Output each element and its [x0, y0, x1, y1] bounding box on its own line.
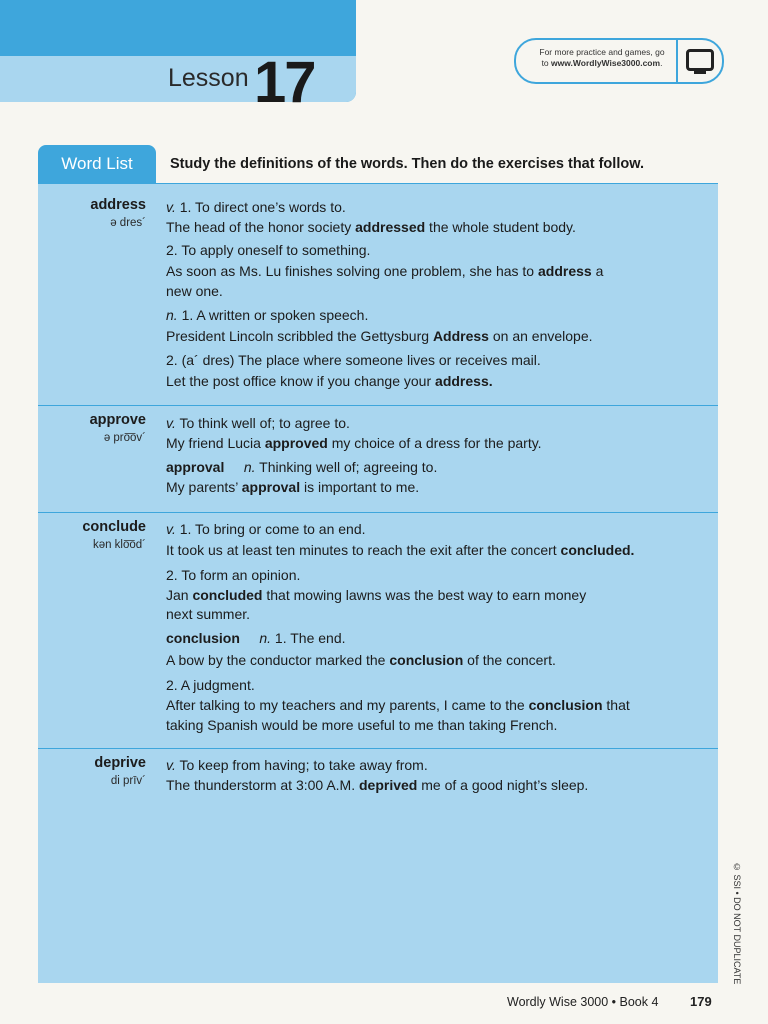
promo-divider — [676, 40, 678, 82]
line-text: me of a good night’s sleep. — [417, 777, 589, 793]
line-text: As soon as Ms. Lu finishes solving one problem, she has to — [166, 263, 538, 279]
word-entry-approve — [38, 405, 718, 512]
promo-url[interactable]: www.WordlyWise3000.com — [551, 58, 661, 68]
line-text: My parents’ — [166, 479, 242, 495]
line-text: that mowing lawns was the best way to earn money — [262, 587, 587, 603]
vocab-word: deprived — [359, 777, 418, 793]
promo-text: For more practice and games, go to www.WordlyWise3000.com. — [539, 47, 665, 68]
definition-line — [166, 697, 630, 713]
line-text: President Lincoln scribbled the Gettysburg — [166, 328, 433, 344]
line-text: 1. A written or spoken speech. — [177, 307, 369, 323]
line-text: 2. To apply oneself to something. — [166, 242, 371, 258]
part-of-speech: n. — [259, 630, 272, 646]
definition-line — [166, 567, 300, 583]
pronunciation: ə dres´ — [110, 217, 146, 229]
part-of-speech: n. — [243, 459, 256, 475]
line-text: 1. To direct one’s words to. — [175, 199, 346, 215]
vocab-word: concluded. — [560, 542, 635, 558]
line-text: A bow by the conductor marked the — [166, 652, 390, 668]
definition-line — [166, 542, 634, 558]
definition-line — [166, 373, 493, 389]
definition-line — [166, 415, 350, 431]
vocab-word: Address — [432, 328, 489, 344]
definition-line — [166, 652, 556, 668]
definition-line — [166, 521, 366, 537]
line-text: my choice of a dress for the party. — [327, 435, 542, 451]
word-list-instructions: Study the definitions of the words. Then do the exercises that follow. — [170, 156, 644, 172]
pronunciation: ə pro͞ov´ — [103, 432, 146, 444]
definition-line — [166, 606, 250, 622]
line-text: It took us at least ten minutes to reach the exit after the concert — [166, 542, 561, 558]
spacer — [224, 459, 243, 475]
line-text: Jan — [166, 587, 193, 603]
line-text: 2. To form an opinion. — [166, 567, 301, 583]
word-list-tab: Word List — [38, 145, 156, 183]
line-text: on an envelope. — [488, 328, 593, 344]
header-rule — [38, 183, 718, 184]
vocab-word: approval — [241, 479, 301, 495]
definition-line — [166, 283, 223, 299]
definition-line — [166, 352, 541, 368]
vocab-word: address — [537, 263, 592, 279]
line-text: To keep from having; to take away from. — [175, 757, 428, 773]
headword: deprive — [94, 755, 146, 771]
part-of-speech: v. — [166, 757, 176, 773]
practice-promo[interactable] — [514, 38, 724, 84]
part-of-speech: v. — [166, 199, 176, 215]
vocab-word: approved — [264, 435, 328, 451]
line-text: The head of the honor society — [166, 219, 356, 235]
vocab-word: approval — [166, 459, 225, 475]
definition-line — [166, 587, 586, 603]
line-text: 1. To bring or come to an end. — [175, 521, 366, 537]
headword: approve — [89, 412, 146, 428]
part-of-speech: v. — [166, 415, 176, 431]
vocab-word: conclusion — [166, 630, 240, 646]
line-text: To think well of; to agree to. — [175, 415, 350, 431]
pronunciation: di prīv´ — [110, 775, 146, 787]
entry-separator — [38, 405, 718, 406]
lesson-number: 17 — [254, 50, 315, 115]
vocab-word: conclusion — [389, 652, 464, 668]
computer-icon — [686, 49, 714, 71]
line-text: next summer. — [166, 606, 251, 622]
line-text: is important to me. — [300, 479, 420, 495]
line-text: a — [591, 263, 604, 279]
lesson-label: Lesson — [168, 64, 249, 92]
line-text: that — [602, 697, 630, 713]
definition-line — [166, 199, 346, 215]
vocab-word: concluded — [192, 587, 263, 603]
definition-line — [166, 479, 419, 495]
definition-line — [166, 328, 593, 344]
vocab-word: conclusion — [528, 697, 603, 713]
line-text: Let the post office know if you change your — [166, 373, 436, 389]
line-text: The thunderstorm at 3:00 A.M. — [166, 777, 359, 793]
line-text: new one. — [166, 283, 223, 299]
copyright-note: © SSI • DO NOT DUPLICATE — [732, 862, 742, 985]
definition-line — [166, 677, 255, 693]
part-of-speech: v. — [166, 521, 176, 537]
line-text: 1. The end. — [271, 630, 346, 646]
vocab-word: address. — [435, 373, 493, 389]
headword: address — [90, 197, 146, 213]
definition-line — [166, 777, 588, 793]
word-entry-address — [38, 190, 718, 405]
definition-line — [166, 219, 576, 235]
footer-book-title: Wordly Wise 3000 • Book 4 — [507, 995, 659, 1009]
word-entry-conclude — [38, 512, 718, 748]
line-text: 2. A judgment. — [166, 677, 255, 693]
definition-line — [166, 717, 557, 733]
definition-line — [166, 242, 370, 258]
definition-line — [166, 757, 428, 773]
headword: conclude — [82, 519, 146, 535]
part-of-speech: n. — [166, 307, 178, 323]
line-text: After talking to my teachers and my parents, I came to the — [166, 697, 529, 713]
definition-line — [166, 307, 368, 323]
spacer — [240, 630, 259, 646]
vocab-word: addressed — [355, 219, 426, 235]
line-text: 2. (a´ dres) The place where someone lives or receives mail. — [166, 352, 541, 368]
entry-separator — [38, 512, 718, 513]
pronunciation: kən klo͞od´ — [92, 539, 146, 551]
definition-line — [166, 435, 542, 451]
line-text: taking Spanish would be more useful to me than taking French. — [166, 717, 558, 733]
line-text: My friend Lucia — [166, 435, 265, 451]
line-text: the whole student body. — [425, 219, 576, 235]
definition-line — [166, 630, 346, 646]
word-entry-deprive — [38, 748, 718, 808]
line-text: of the concert. — [463, 652, 556, 668]
line-text: Thinking well of; agreeing to. — [255, 459, 438, 475]
entry-separator — [38, 748, 718, 749]
page-number: 179 — [690, 994, 712, 1009]
definition-line — [166, 263, 603, 279]
definition-line — [166, 459, 437, 475]
